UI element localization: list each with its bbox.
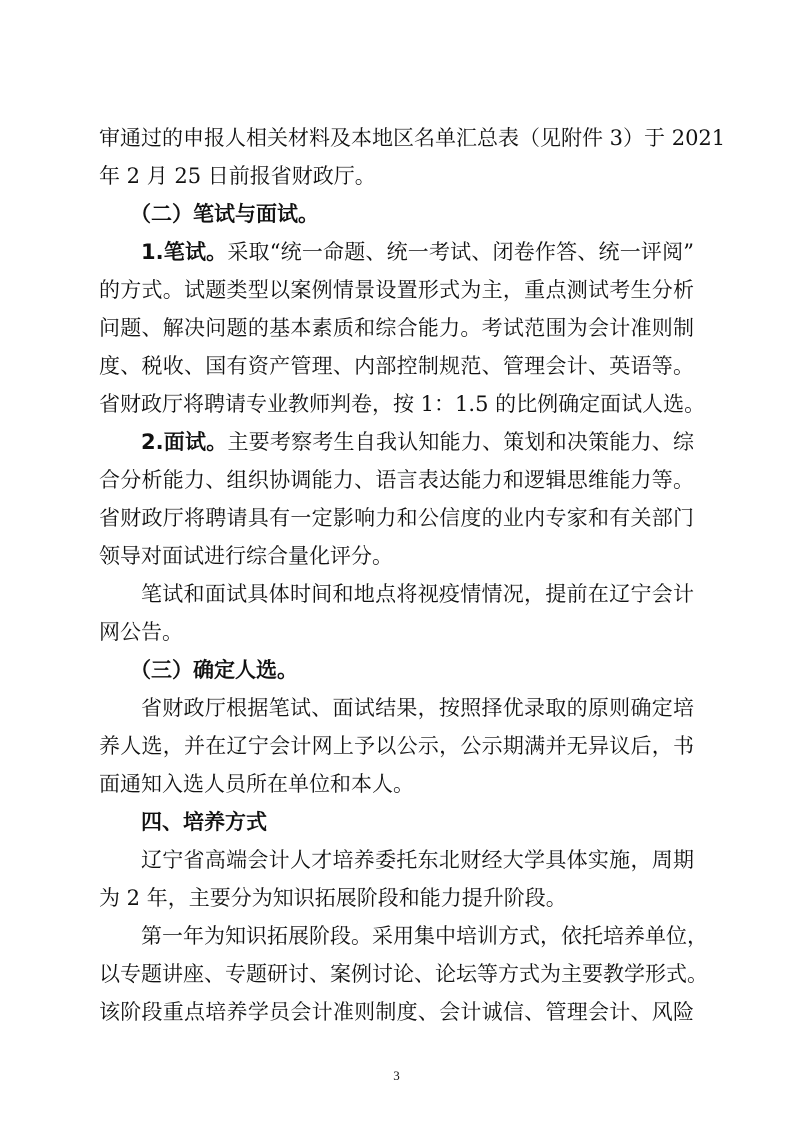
paragraph-line	[141, 432, 694, 453]
paragraph-line: 养人选，并在辽宁会计网上予以公示，公示期满并无异议后，书	[99, 734, 694, 758]
page-number: 3	[393, 1068, 400, 1083]
item-text: 主要考察考生自我认知能力、策划和决策能力、综	[227, 430, 695, 454]
paragraph-line: 领导对面试进行综合量化评分。	[99, 544, 393, 568]
section-heading: 四、培养方式	[141, 810, 267, 834]
subsection-heading: （二）笔试与面试。	[130, 202, 319, 226]
subsection-heading: （三）确定人选。	[130, 658, 298, 682]
paragraph-line: 合分析能力、组织协调能力、语言表达能力和逻辑思维能力等。	[99, 468, 694, 492]
paragraph-line: 该阶段重点培养学员会计准则制度、会计诚信、管理会计、风险	[99, 1000, 694, 1024]
paragraph-line: 第一年为知识拓展阶段。采用集中培训方式，依托培养单位，	[141, 924, 708, 948]
paragraph-line: 网公告。	[99, 620, 183, 644]
paragraph-line: 省财政厅根据笔试、面试结果，按照择优录取的原则确定培	[141, 696, 694, 720]
paragraph-line: 审通过的申报人相关材料及本地区名单汇总表（见附件 3）于 2021	[99, 126, 726, 150]
paragraph-line: 问题、解决问题的基本素质和综合能力。考试范围为会计准则制	[99, 316, 694, 340]
paragraph-line: 辽宁省高端会计人才培养委托东北财经大学具体实施，周期	[141, 848, 694, 872]
item-lead: 1.笔试。	[141, 240, 228, 264]
paragraph-line: 面通知入选人员所在单位和本人。	[99, 772, 414, 796]
paragraph-line: 省财政厅将聘请具有一定影响力和公信度的业内专家和有关部门	[99, 506, 694, 530]
paragraph-line: 以专题讲座、专题研讨、案例讨论、论坛等方式为主要教学形式。	[99, 962, 708, 986]
paragraph-line: 省财政厅将聘请专业教师判卷，按 1：1.5 的比例确定面试人选。	[99, 392, 706, 416]
paragraph-line: 年 2 月 25 日前报省财政厅。	[99, 164, 376, 188]
item-lead: 2.面试。	[141, 430, 228, 454]
paragraph-line: 度、税收、国有资产管理、内部控制规范、管理会计、英语等。	[99, 354, 694, 378]
paragraph-line: 笔试和面试具体时间和地点将视疫情情况，提前在辽宁会计	[141, 582, 694, 606]
paragraph-line: 为 2 年，主要分为知识拓展阶段和能力提升阶段。	[99, 886, 567, 910]
paragraph-line	[141, 242, 694, 263]
paragraph-line: 的方式。试题类型以案例情景设置形式为主，重点测试考生分析	[99, 278, 694, 302]
item-text: 采取“统一命题、统一考试、闭卷作答、统一评阅”	[227, 240, 694, 264]
